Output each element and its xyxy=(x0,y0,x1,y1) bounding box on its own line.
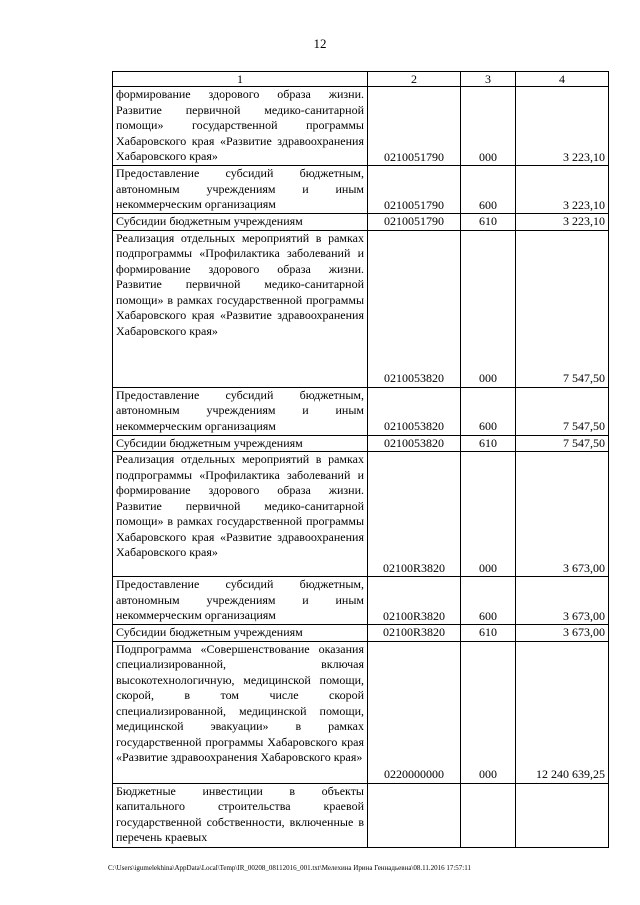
row-name-cell: Реализация отдельных мероприятий в рамках подпрограммы «Профилактика заболеваний и формирование здорового образа жизни. Развитие первичной медико-санитарной помощи» в рамках государственной программы Хабаровского края «Развитие здравоохранения Хабаровского края» xyxy=(113,230,368,387)
row-type-cell: 600 xyxy=(461,166,516,214)
row-type-cell: 600 xyxy=(461,577,516,625)
row-name-cell: формирование здорового образа жизни. Развитие первичной медико-санитарной помощи» государственной программы Хабаровского края «Развитие здравоохранения Хабаровского края» xyxy=(113,87,368,166)
row-sum-cell: 7 547,50 xyxy=(516,435,609,452)
row-code-cell: 0210053820 xyxy=(368,435,461,452)
row-sum-cell: 7 547,50 xyxy=(516,230,609,387)
row-sum-cell: 3 673,00 xyxy=(516,452,609,577)
row-code-cell: 0210051790 xyxy=(368,87,461,166)
header-col-4: 4 xyxy=(516,72,609,87)
table-row xyxy=(113,625,609,642)
table-row xyxy=(113,166,609,214)
header-col-1: 1 xyxy=(113,72,368,87)
row-name-cell: Подпрограмма «Совершенствование оказания специализированной, включая высокотехнологичную, медицинской помощи, скорой, в том числе скорой специализированной, медицинской помощи, медицинской эвакуации» в рамках государственной программы Хабаровского края «Развитие здравоохранения Хабаровского края» xyxy=(113,641,368,783)
page-number: 12 xyxy=(313,36,327,51)
row-name-cell: Субсидии бюджетным учреждениям xyxy=(113,214,368,231)
row-code-cell: 02100R3820 xyxy=(368,625,461,642)
row-sum-cell: 3 223,10 xyxy=(516,166,609,214)
row-code-cell: 0220000000 xyxy=(368,641,461,783)
row-type-cell: 610 xyxy=(461,435,516,452)
row-name-cell: Предоставление субсидий бюджетным, автономным учреждениям и иным некоммерческим организациям xyxy=(113,577,368,625)
row-type-cell: 000 xyxy=(461,230,516,387)
row-code-cell xyxy=(368,783,461,847)
row-name-cell: Предоставление субсидий бюджетным, автономным учреждениям и иным некоммерческим организациям xyxy=(113,166,368,214)
row-sum-cell: 3 673,00 xyxy=(516,577,609,625)
row-sum-cell: 3 223,10 xyxy=(516,87,609,166)
table-row xyxy=(113,214,609,231)
row-sum-cell: 3 673,00 xyxy=(516,625,609,642)
table-row xyxy=(113,452,609,577)
table-row xyxy=(113,577,609,625)
row-sum-cell: 7 547,50 xyxy=(516,387,609,435)
row-type-cell: 610 xyxy=(461,625,516,642)
row-type-cell: 000 xyxy=(461,641,516,783)
row-code-cell: 0210051790 xyxy=(368,166,461,214)
row-sum-cell: 12 240 639,25 xyxy=(516,641,609,783)
table-header-row xyxy=(113,72,609,87)
row-type-cell: 000 xyxy=(461,452,516,577)
table-row xyxy=(113,230,609,387)
row-code-cell: 0210051790 xyxy=(368,214,461,231)
row-name-cell: Бюджетные инвестиции в объекты капитального строительства краевой государственной собственности, включенные в перечень краевых xyxy=(113,783,368,847)
table-row xyxy=(113,387,609,435)
header-col-3: 3 xyxy=(461,72,516,87)
row-sum-cell: 3 223,10 xyxy=(516,214,609,231)
row-type-cell: 610 xyxy=(461,214,516,231)
table-row xyxy=(113,435,609,452)
row-type-cell xyxy=(461,783,516,847)
table-row xyxy=(113,641,609,783)
row-name-cell: Субсидии бюджетным учреждениям xyxy=(113,435,368,452)
row-code-cell: 0210053820 xyxy=(368,387,461,435)
budget-table xyxy=(112,71,609,848)
row-code-cell: 02100R3820 xyxy=(368,452,461,577)
row-type-cell: 000 xyxy=(461,87,516,166)
row-code-cell: 02100R3820 xyxy=(368,577,461,625)
file-path-footer: C:\Users\igumelekhina\AppData\Local\Temp\IR_00208_08112016_001.txt\Мелехина Ирина Геннадьевна\08.11.2016 17:57:11 xyxy=(108,864,471,872)
table-row xyxy=(113,783,609,847)
table-row xyxy=(113,87,609,166)
header-col-2: 2 xyxy=(368,72,461,87)
row-sum-cell xyxy=(516,783,609,847)
row-code-cell: 0210053820 xyxy=(368,230,461,387)
row-name-cell: Предоставление субсидий бюджетным, автономным учреждениям и иным некоммерческим организациям xyxy=(113,387,368,435)
row-type-cell: 600 xyxy=(461,387,516,435)
row-name-cell: Реализация отдельных мероприятий в рамках подпрограммы «Профилактика заболеваний и формирование здорового образа жизни. Развитие первичной медико-санитарной помощи» в рамках государственной программы Хабаровского края «Развитие здравоохранения Хабаровского края» xyxy=(113,452,368,577)
row-name-cell: Субсидии бюджетным учреждениям xyxy=(113,625,368,642)
